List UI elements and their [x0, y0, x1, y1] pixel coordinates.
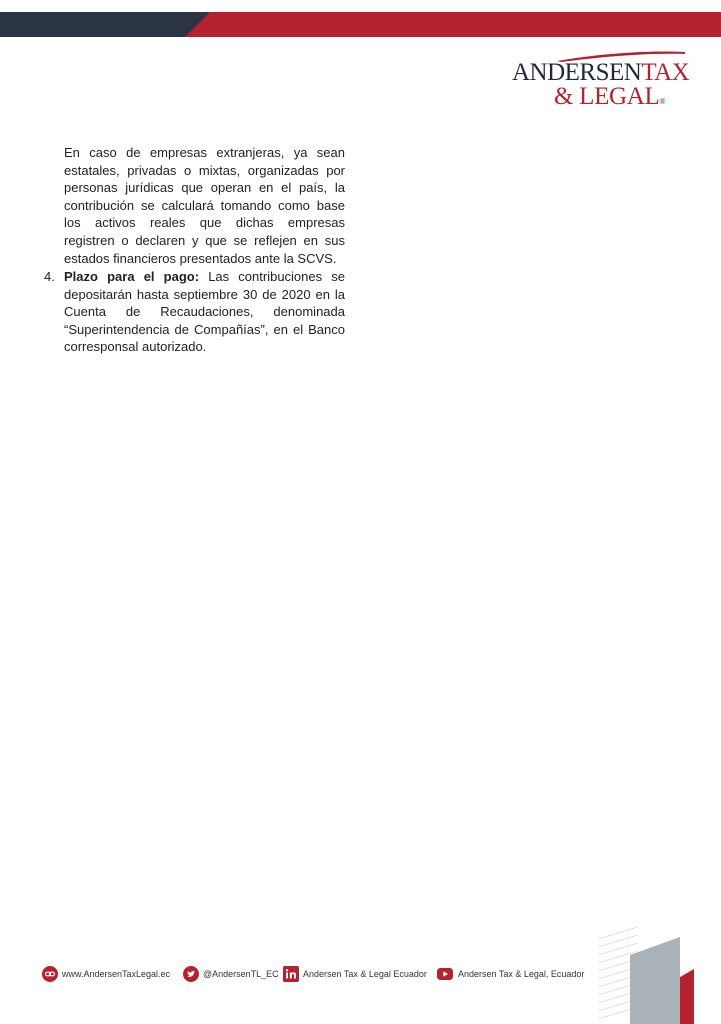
linkedin-icon: [283, 966, 299, 982]
footer-linkedin[interactable]: [283, 965, 427, 983]
body-paragraph: En caso de empresas extranjeras, ya sean estatales, privadas o mixtas, organizadas por personas jurídicas que operan en el país, la contribución se calculará tomando como base los activos reales que dichas empresas registren o declaren y que se reflejen en sus estados financieros presentados ante la SCVS.: [64, 145, 345, 266]
footer-youtube[interactable]: [436, 965, 584, 983]
top-banner-graphic: [0, 12, 721, 37]
twitter-icon: [183, 966, 199, 982]
logo-word-legal: & LEGAL: [554, 83, 660, 110]
logo-word-andersen: ANDERSEN: [512, 59, 642, 86]
footer-twitter-text: @AndersenTL_EC: [203, 969, 279, 979]
footer-website[interactable]: [42, 965, 170, 983]
link-icon: [42, 966, 58, 982]
footer-linkedin-text: Andersen Tax & Legal Ecuador: [303, 969, 427, 979]
list-item-title: Plazo para el pago:: [64, 269, 200, 284]
youtube-icon: [436, 966, 454, 982]
list-item-number: 4.: [44, 269, 55, 284]
footer-youtube-text: Andersen Tax & Legal, Ecuador: [458, 969, 585, 979]
footer-website-text: www.AndersenTaxLegal.ec: [62, 969, 171, 979]
logo-registered-mark: ®: [659, 97, 666, 106]
footer: [42, 965, 602, 983]
footer-twitter[interactable]: [183, 965, 279, 983]
logo-word-tax: TAX: [641, 59, 690, 86]
decorative-building-graphic: [596, 925, 721, 1024]
list-item-body: Las contribuciones se depositarán hasta septiembre 30 de 2020 en la Cuenta de Recaudaciones, denominada “Superintendencia de Compañías”, en el Banco corresponsal autorizado.: [64, 269, 345, 355]
andersen-logo: [512, 48, 707, 110]
top-banner: [0, 12, 721, 37]
list-item-text: [64, 268, 345, 356]
